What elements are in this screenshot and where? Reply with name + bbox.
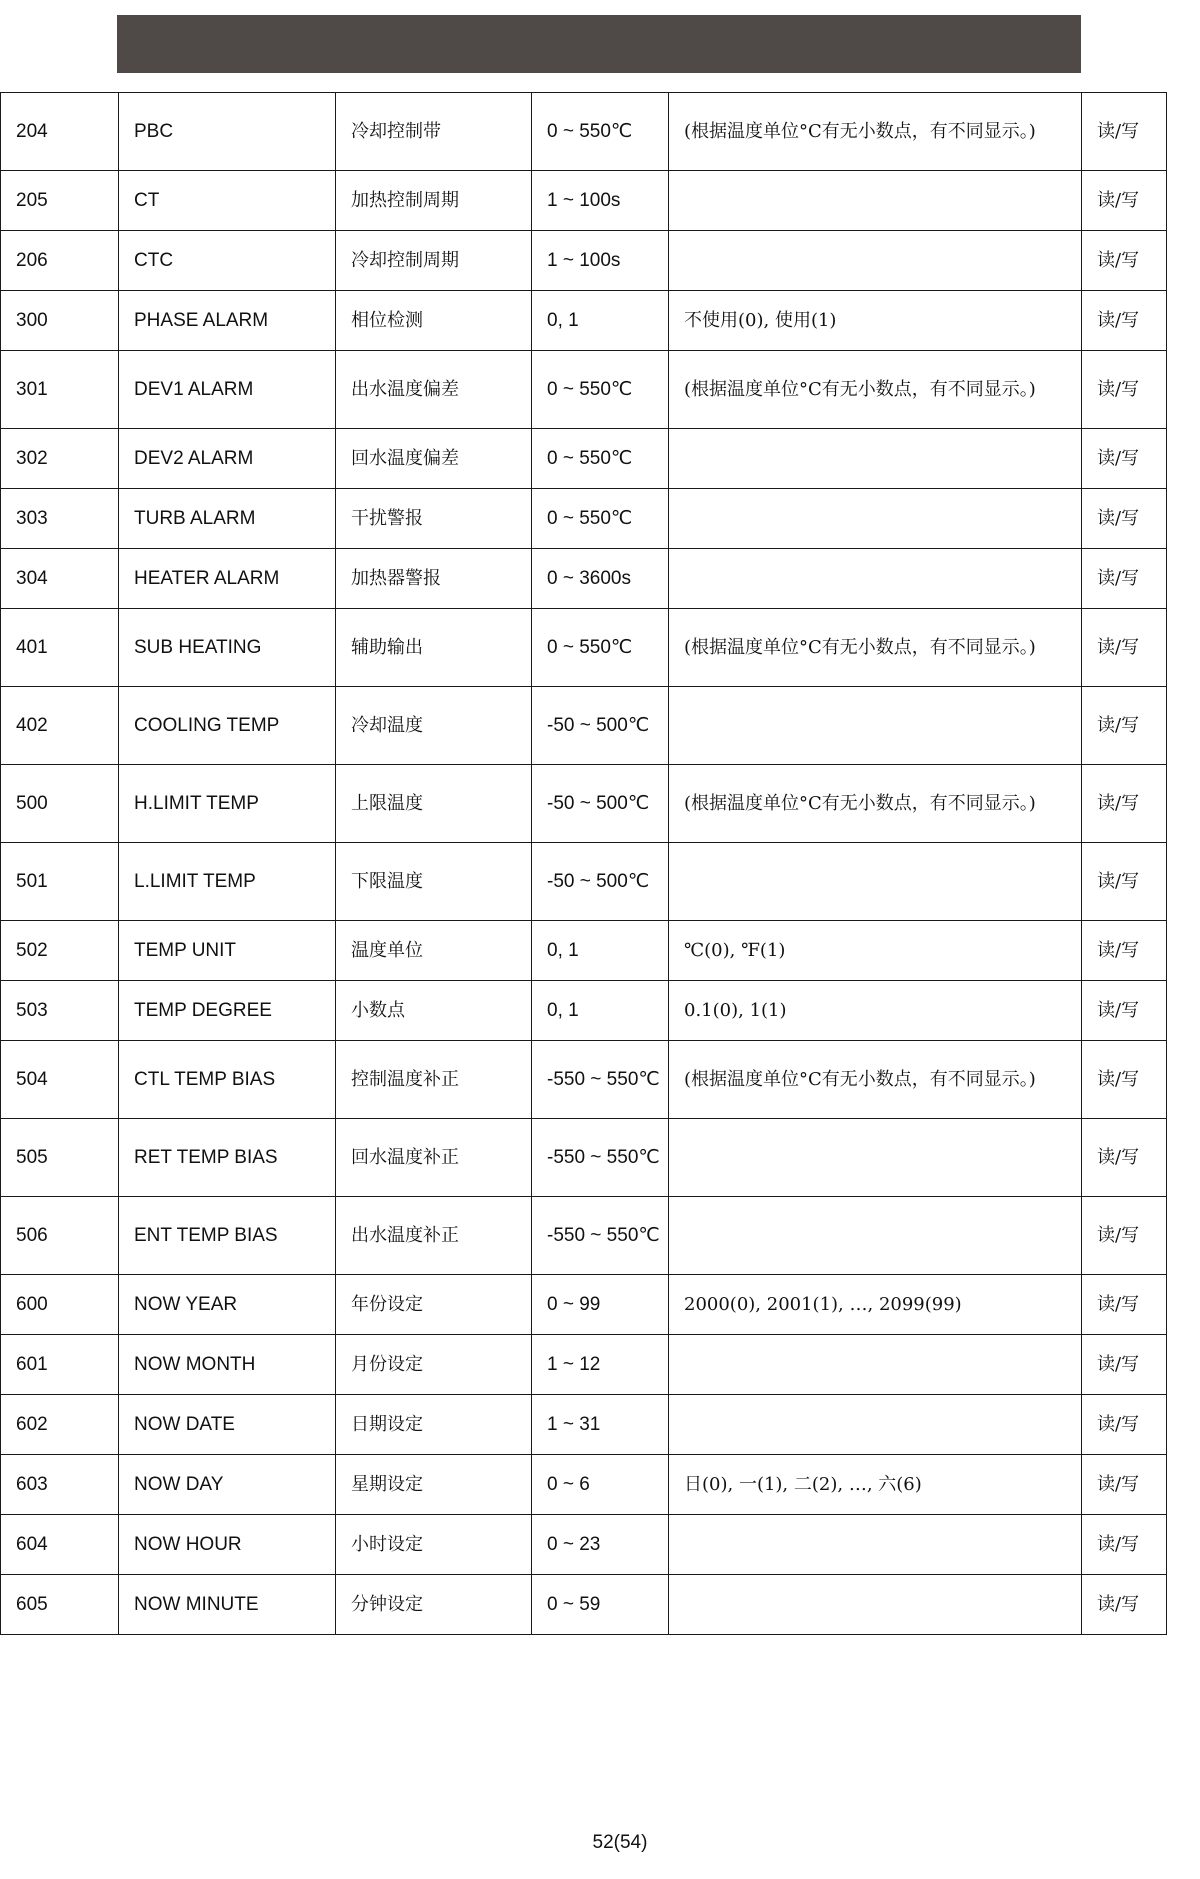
cell-note: [669, 429, 1082, 489]
cell-range: 0, 1: [532, 921, 669, 981]
cell-access: 读/写: [1082, 843, 1167, 921]
cell-note: [669, 1197, 1082, 1275]
table-row: [1, 609, 1167, 687]
cell-range: 0 ~ 550℃: [532, 429, 669, 489]
cell-address: 603: [1, 1455, 119, 1515]
cell-parameter-name: H.LIMIT TEMP: [119, 765, 336, 843]
cell-range: 0, 1: [532, 291, 669, 351]
cell-parameter-name: NOW HOUR: [119, 1515, 336, 1575]
cell-parameter-name: NOW MINUTE: [119, 1575, 336, 1635]
cell-access: 读/写: [1082, 1395, 1167, 1455]
cell-note: [669, 489, 1082, 549]
table-row: [1, 231, 1167, 291]
table-row: [1, 291, 1167, 351]
cell-description: 下限温度: [336, 843, 532, 921]
cell-description: 冷却温度: [336, 687, 532, 765]
cell-address: 500: [1, 765, 119, 843]
cell-address: 300: [1, 291, 119, 351]
table-row: [1, 981, 1167, 1041]
table-row: [1, 1455, 1167, 1515]
cell-address: 205: [1, 171, 119, 231]
cell-address: 204: [1, 93, 119, 171]
cell-access: 读/写: [1082, 429, 1167, 489]
cell-note: [669, 843, 1082, 921]
cell-access: 读/写: [1082, 171, 1167, 231]
table-row: [1, 687, 1167, 765]
parameter-table-body: [1, 93, 1167, 1635]
cell-range: 0 ~ 23: [532, 1515, 669, 1575]
cell-parameter-name: HEATER ALARM: [119, 549, 336, 609]
cell-access: 读/写: [1082, 1041, 1167, 1119]
cell-address: 301: [1, 351, 119, 429]
cell-note: [669, 1515, 1082, 1575]
cell-note: 0.1(0), 1(1): [669, 981, 1082, 1041]
cell-parameter-name: CTL TEMP BIAS: [119, 1041, 336, 1119]
cell-description: 年份设定: [336, 1275, 532, 1335]
table-row: [1, 549, 1167, 609]
table-row: [1, 171, 1167, 231]
cell-address: 302: [1, 429, 119, 489]
table-row: [1, 765, 1167, 843]
table-row: [1, 1335, 1167, 1395]
cell-range: 0 ~ 550℃: [532, 609, 669, 687]
cell-description: 星期设定: [336, 1455, 532, 1515]
cell-address: 604: [1, 1515, 119, 1575]
cell-range: 0 ~ 3600s: [532, 549, 669, 609]
cell-note: (根据温度单位°C有无小数点，有不同显示。): [669, 609, 1082, 687]
cell-description: 月份设定: [336, 1335, 532, 1395]
cell-address: 504: [1, 1041, 119, 1119]
cell-access: 读/写: [1082, 981, 1167, 1041]
table-row: [1, 93, 1167, 171]
cell-note: [669, 1119, 1082, 1197]
cell-range: -550 ~ 550℃: [532, 1119, 669, 1197]
cell-description: 相位检测: [336, 291, 532, 351]
cell-parameter-name: TEMP DEGREE: [119, 981, 336, 1041]
table-row: [1, 1041, 1167, 1119]
cell-parameter-name: NOW YEAR: [119, 1275, 336, 1335]
cell-address: 505: [1, 1119, 119, 1197]
cell-range: 1 ~ 12: [532, 1335, 669, 1395]
cell-range: -550 ~ 550℃: [532, 1197, 669, 1275]
cell-access: 读/写: [1082, 93, 1167, 171]
cell-note: 2000(0), 2001(1), …, 2099(99): [669, 1275, 1082, 1335]
cell-address: 501: [1, 843, 119, 921]
cell-address: 506: [1, 1197, 119, 1275]
parameter-table: [0, 92, 1167, 1635]
cell-parameter-name: CTC: [119, 231, 336, 291]
cell-address: 304: [1, 549, 119, 609]
cell-access: 读/写: [1082, 1119, 1167, 1197]
table-row: [1, 1395, 1167, 1455]
cell-note: [669, 549, 1082, 609]
cell-address: 503: [1, 981, 119, 1041]
table-row: [1, 1275, 1167, 1335]
cell-range: 0 ~ 99: [532, 1275, 669, 1335]
cell-address: 600: [1, 1275, 119, 1335]
cell-parameter-name: NOW DATE: [119, 1395, 336, 1455]
cell-range: 0, 1: [532, 981, 669, 1041]
cell-address: 402: [1, 687, 119, 765]
cell-description: 小数点: [336, 981, 532, 1041]
cell-description: 加热控制周期: [336, 171, 532, 231]
cell-access: 读/写: [1082, 489, 1167, 549]
cell-parameter-name: TEMP UNIT: [119, 921, 336, 981]
cell-note: (根据温度单位°C有无小数点，有不同显示。): [669, 351, 1082, 429]
cell-address: 602: [1, 1395, 119, 1455]
cell-parameter-name: DEV2 ALARM: [119, 429, 336, 489]
cell-description: 加热器警报: [336, 549, 532, 609]
cell-description: 分钟设定: [336, 1575, 532, 1635]
cell-range: -50 ~ 500℃: [532, 765, 669, 843]
header-bar: [117, 15, 1081, 73]
page-number: 52(54): [592, 1832, 648, 1853]
cell-parameter-name: CT: [119, 171, 336, 231]
cell-access: 读/写: [1082, 609, 1167, 687]
cell-description: 干扰警报: [336, 489, 532, 549]
cell-note: ℃(0), ℉(1): [669, 921, 1082, 981]
cell-access: 读/写: [1082, 921, 1167, 981]
cell-address: 401: [1, 609, 119, 687]
cell-parameter-name: NOW MONTH: [119, 1335, 336, 1395]
cell-access: 读/写: [1082, 549, 1167, 609]
cell-parameter-name: TURB ALARM: [119, 489, 336, 549]
cell-range: 0 ~ 550℃: [532, 93, 669, 171]
cell-description: 日期设定: [336, 1395, 532, 1455]
cell-range: -50 ~ 500℃: [532, 843, 669, 921]
cell-description: 冷却控制周期: [336, 231, 532, 291]
cell-access: 读/写: [1082, 1275, 1167, 1335]
cell-address: 206: [1, 231, 119, 291]
table-row: [1, 1119, 1167, 1197]
table-row: [1, 429, 1167, 489]
cell-range: 0 ~ 6: [532, 1455, 669, 1515]
cell-note: (根据温度单位°C有无小数点，有不同显示。): [669, 765, 1082, 843]
cell-description: 控制温度补正: [336, 1041, 532, 1119]
cell-range: -550 ~ 550℃: [532, 1041, 669, 1119]
cell-description: 辅助输出: [336, 609, 532, 687]
cell-address: 303: [1, 489, 119, 549]
cell-note: 不使用(0), 使用(1): [669, 291, 1082, 351]
cell-note: [669, 1335, 1082, 1395]
cell-parameter-name: NOW DAY: [119, 1455, 336, 1515]
cell-parameter-name: COOLING TEMP: [119, 687, 336, 765]
cell-range: 0 ~ 550℃: [532, 351, 669, 429]
table-row: [1, 489, 1167, 549]
cell-access: 读/写: [1082, 231, 1167, 291]
cell-range: 1 ~ 31: [532, 1395, 669, 1455]
cell-range: -50 ~ 500℃: [532, 687, 669, 765]
cell-address: 605: [1, 1575, 119, 1635]
cell-access: 读/写: [1082, 1455, 1167, 1515]
cell-description: 上限温度: [336, 765, 532, 843]
cell-access: 读/写: [1082, 1575, 1167, 1635]
cell-access: 读/写: [1082, 1197, 1167, 1275]
cell-description: 小时设定: [336, 1515, 532, 1575]
cell-access: 读/写: [1082, 351, 1167, 429]
table-row: [1, 843, 1167, 921]
cell-address: 502: [1, 921, 119, 981]
cell-parameter-name: SUB HEATING: [119, 609, 336, 687]
cell-range: 1 ~ 100s: [532, 231, 669, 291]
cell-note: [669, 231, 1082, 291]
cell-description: 出水温度偏差: [336, 351, 532, 429]
cell-access: 读/写: [1082, 687, 1167, 765]
cell-parameter-name: DEV1 ALARM: [119, 351, 336, 429]
cell-parameter-name: PBC: [119, 93, 336, 171]
cell-parameter-name: ENT TEMP BIAS: [119, 1197, 336, 1275]
table-row: [1, 351, 1167, 429]
cell-parameter-name: RET TEMP BIAS: [119, 1119, 336, 1197]
table-row: [1, 921, 1167, 981]
cell-parameter-name: L.LIMIT TEMP: [119, 843, 336, 921]
cell-parameter-name: PHASE ALARM: [119, 291, 336, 351]
cell-range: 0 ~ 59: [532, 1575, 669, 1635]
cell-access: 读/写: [1082, 1335, 1167, 1395]
cell-note: [669, 687, 1082, 765]
cell-note: [669, 1575, 1082, 1635]
cell-description: 温度单位: [336, 921, 532, 981]
cell-note: 日(0), 一(1), 二(2), …, 六(6): [669, 1455, 1082, 1515]
cell-range: 1 ~ 100s: [532, 171, 669, 231]
cell-description: 出水温度补正: [336, 1197, 532, 1275]
cell-note: (根据温度单位°C有无小数点，有不同显示。): [669, 93, 1082, 171]
cell-description: 回水温度偏差: [336, 429, 532, 489]
cell-access: 读/写: [1082, 291, 1167, 351]
cell-access: 读/写: [1082, 1515, 1167, 1575]
cell-range: 0 ~ 550℃: [532, 489, 669, 549]
table-row: [1, 1515, 1167, 1575]
cell-note: [669, 1395, 1082, 1455]
cell-description: 冷却控制带: [336, 93, 532, 171]
cell-note: [669, 171, 1082, 231]
cell-address: 601: [1, 1335, 119, 1395]
table-row: [1, 1575, 1167, 1635]
table-row: [1, 1197, 1167, 1275]
cell-access: 读/写: [1082, 765, 1167, 843]
cell-description: 回水温度补正: [336, 1119, 532, 1197]
cell-note: (根据温度单位°C有无小数点，有不同显示。): [669, 1041, 1082, 1119]
